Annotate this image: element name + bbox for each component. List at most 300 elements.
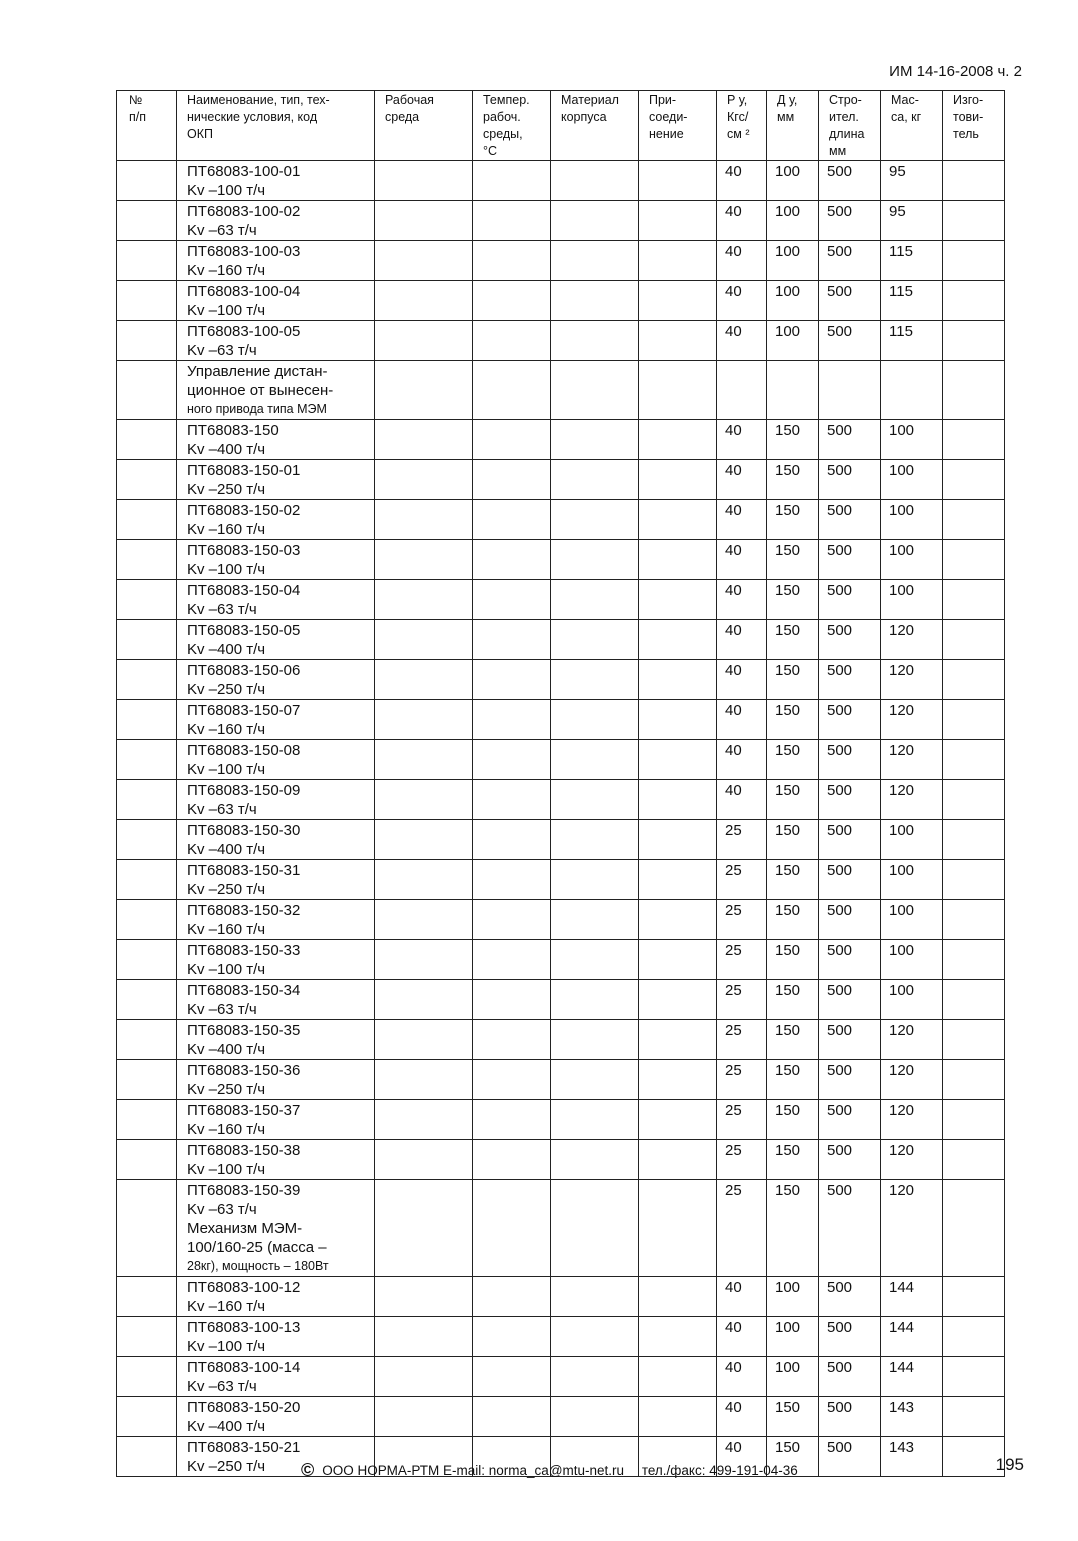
mass-cell: 100 bbox=[881, 820, 943, 860]
flow-coefficient: Kv –250 т/ч bbox=[187, 481, 266, 498]
temperature-cell bbox=[473, 500, 551, 540]
connection-cell bbox=[639, 1277, 717, 1317]
row-number-cell bbox=[117, 1437, 177, 1477]
body-material-cell bbox=[551, 1060, 639, 1100]
pressure-cell: 40 bbox=[717, 740, 767, 780]
mass-cell: 115 bbox=[881, 321, 943, 361]
body-material-cell bbox=[551, 860, 639, 900]
product-name-cell bbox=[177, 740, 375, 780]
pressure-cell: 25 bbox=[717, 1100, 767, 1140]
length-cell bbox=[819, 361, 881, 420]
connection-cell bbox=[639, 940, 717, 980]
medium-cell bbox=[375, 860, 473, 900]
product-name-cell bbox=[177, 980, 375, 1020]
length-cell: 500 bbox=[819, 1100, 881, 1140]
product-name: ПТ68083-150-39 bbox=[187, 1182, 301, 1199]
row-number-cell bbox=[117, 620, 177, 660]
temperature-cell bbox=[473, 1060, 551, 1100]
length-cell: 500 bbox=[819, 540, 881, 580]
medium-cell bbox=[375, 1100, 473, 1140]
mass-cell: 144 bbox=[881, 1277, 943, 1317]
product-name: ПТ68083-150-37 bbox=[187, 1102, 301, 1119]
length-cell: 500 bbox=[819, 161, 881, 201]
product-name: ПТ68083-150-33 bbox=[187, 942, 301, 959]
pressure-cell: 40 bbox=[717, 660, 767, 700]
product-name: ПТ68083-100-02 bbox=[187, 203, 301, 220]
connection-cell bbox=[639, 1140, 717, 1180]
product-name-cell bbox=[177, 900, 375, 940]
table-row bbox=[117, 660, 1005, 700]
manufacturer-cell bbox=[943, 820, 1005, 860]
table-body bbox=[117, 161, 1005, 1477]
mass-cell: 120 bbox=[881, 700, 943, 740]
product-name: ПТ68083-150-38 bbox=[187, 1142, 301, 1159]
manufacturer-cell bbox=[943, 201, 1005, 241]
medium-cell bbox=[375, 660, 473, 700]
mass-cell: 144 bbox=[881, 1357, 943, 1397]
mass-cell: 120 bbox=[881, 780, 943, 820]
medium-cell bbox=[375, 500, 473, 540]
manufacturer-cell bbox=[943, 540, 1005, 580]
flow-coefficient: Kv –63 т/ч bbox=[187, 801, 257, 818]
medium-cell bbox=[375, 1140, 473, 1180]
product-name: ПТ68083-100-03 bbox=[187, 243, 301, 260]
medium-cell bbox=[375, 1020, 473, 1060]
mass-cell: 100 bbox=[881, 420, 943, 460]
manufacturer-cell bbox=[943, 1397, 1005, 1437]
pressure-cell: 40 bbox=[717, 580, 767, 620]
mass-cell: 100 bbox=[881, 980, 943, 1020]
product-note: ного привода типа МЭМ bbox=[187, 402, 327, 416]
temperature-cell bbox=[473, 161, 551, 201]
temperature-cell bbox=[473, 1317, 551, 1357]
table-row bbox=[117, 820, 1005, 860]
product-name-cell bbox=[177, 201, 375, 241]
pressure-cell: 40 bbox=[717, 321, 767, 361]
flow-coefficient: Kv –400 т/ч bbox=[187, 841, 266, 858]
temperature-cell bbox=[473, 900, 551, 940]
mass-cell: 100 bbox=[881, 940, 943, 980]
pressure-cell: 25 bbox=[717, 860, 767, 900]
medium-cell bbox=[375, 620, 473, 660]
product-name-cell bbox=[177, 1140, 375, 1180]
product-name-cell bbox=[177, 860, 375, 900]
manufacturer-cell bbox=[943, 321, 1005, 361]
temperature-cell bbox=[473, 1140, 551, 1180]
row-number-cell bbox=[117, 1100, 177, 1140]
length-cell: 500 bbox=[819, 900, 881, 940]
product-name: ПТ68083-150-36 bbox=[187, 1062, 301, 1079]
pressure-cell: 40 bbox=[717, 241, 767, 281]
length-cell: 500 bbox=[819, 1317, 881, 1357]
product-name: Управление дистан- ционное от вынесен- bbox=[187, 363, 334, 399]
connection-cell bbox=[639, 1180, 717, 1277]
diameter-cell: 150 bbox=[767, 1020, 819, 1060]
body-material-cell bbox=[551, 460, 639, 500]
product-name-cell bbox=[177, 1397, 375, 1437]
mass-cell: 120 bbox=[881, 740, 943, 780]
row-number-cell bbox=[117, 241, 177, 281]
row-number-cell bbox=[117, 1020, 177, 1060]
temperature-cell bbox=[473, 780, 551, 820]
pressure-cell: 40 bbox=[717, 780, 767, 820]
body-material-cell bbox=[551, 620, 639, 660]
medium-cell bbox=[375, 740, 473, 780]
body-material-cell bbox=[551, 940, 639, 980]
diameter-cell: 100 bbox=[767, 321, 819, 361]
manufacturer-cell bbox=[943, 281, 1005, 321]
diameter-cell: 150 bbox=[767, 1060, 819, 1100]
pressure-cell: 40 bbox=[717, 201, 767, 241]
manufacturer-cell bbox=[943, 1100, 1005, 1140]
row-number-cell bbox=[117, 860, 177, 900]
product-name: ПТ68083-150-30 bbox=[187, 822, 301, 839]
flow-coefficient: Kv –160 т/ч bbox=[187, 1298, 266, 1315]
medium-cell bbox=[375, 1397, 473, 1437]
column-header: Стро- ител. длина мм bbox=[819, 91, 881, 161]
temperature-cell bbox=[473, 460, 551, 500]
connection-cell bbox=[639, 1397, 717, 1437]
product-name-cell bbox=[177, 420, 375, 460]
table-row bbox=[117, 980, 1005, 1020]
manufacturer-cell bbox=[943, 161, 1005, 201]
footer-email[interactable]: E-mail: norma_ca@mtu-net.ru bbox=[443, 1463, 625, 1478]
body-material-cell bbox=[551, 201, 639, 241]
product-name-cell bbox=[177, 361, 375, 420]
medium-cell bbox=[375, 1060, 473, 1100]
pressure-cell: 25 bbox=[717, 980, 767, 1020]
product-name-cell bbox=[177, 500, 375, 540]
product-name: ПТ68083-150-01 bbox=[187, 462, 301, 479]
row-number-cell bbox=[117, 460, 177, 500]
mass-cell: 143 bbox=[881, 1437, 943, 1477]
connection-cell bbox=[639, 860, 717, 900]
body-material-cell bbox=[551, 161, 639, 201]
flow-coefficient: Kv –250 т/ч bbox=[187, 1458, 266, 1475]
table-row bbox=[117, 780, 1005, 820]
length-cell: 500 bbox=[819, 700, 881, 740]
product-name: ПТ68083-150-21 bbox=[187, 1439, 301, 1456]
column-header: При- соеди- нение bbox=[639, 91, 717, 161]
product-name-cell bbox=[177, 1020, 375, 1060]
manufacturer-cell bbox=[943, 460, 1005, 500]
row-number-cell bbox=[117, 420, 177, 460]
mass-cell: 100 bbox=[881, 460, 943, 500]
row-number-cell bbox=[117, 900, 177, 940]
product-name-cell bbox=[177, 540, 375, 580]
body-material-cell bbox=[551, 420, 639, 460]
medium-cell bbox=[375, 460, 473, 500]
medium-cell bbox=[375, 540, 473, 580]
product-name: ПТ68083-100-05 bbox=[187, 323, 301, 340]
diameter-cell: 100 bbox=[767, 281, 819, 321]
manufacturer-cell bbox=[943, 1277, 1005, 1317]
row-number-cell bbox=[117, 940, 177, 980]
length-cell: 500 bbox=[819, 201, 881, 241]
body-material-cell bbox=[551, 580, 639, 620]
length-cell: 500 bbox=[819, 660, 881, 700]
table-row bbox=[117, 740, 1005, 780]
medium-cell bbox=[375, 241, 473, 281]
temperature-cell bbox=[473, 700, 551, 740]
table-row bbox=[117, 1277, 1005, 1317]
flow-coefficient: Kv –400 т/ч bbox=[187, 1418, 266, 1435]
manufacturer-cell bbox=[943, 1020, 1005, 1060]
row-number-cell bbox=[117, 820, 177, 860]
row-number-cell bbox=[117, 1180, 177, 1277]
pressure-cell: 40 bbox=[717, 1437, 767, 1477]
temperature-cell bbox=[473, 1277, 551, 1317]
length-cell: 500 bbox=[819, 281, 881, 321]
pressure-cell: 40 bbox=[717, 500, 767, 540]
flow-coefficient: Kv –160 т/ч bbox=[187, 262, 266, 279]
body-material-cell bbox=[551, 1020, 639, 1060]
column-header: Д у, мм bbox=[767, 91, 819, 161]
medium-cell bbox=[375, 201, 473, 241]
product-name: ПТ68083-100-13 bbox=[187, 1319, 301, 1336]
temperature-cell bbox=[473, 580, 551, 620]
body-material-cell bbox=[551, 980, 639, 1020]
row-number-cell bbox=[117, 1060, 177, 1100]
table-row bbox=[117, 281, 1005, 321]
product-name-cell bbox=[177, 820, 375, 860]
row-number-cell bbox=[117, 700, 177, 740]
mass-cell: 100 bbox=[881, 540, 943, 580]
diameter-cell: 150 bbox=[767, 660, 819, 700]
pressure-cell: 25 bbox=[717, 900, 767, 940]
mass-cell: 120 bbox=[881, 620, 943, 660]
temperature-cell bbox=[473, 420, 551, 460]
table-row bbox=[117, 620, 1005, 660]
mass-cell: 115 bbox=[881, 281, 943, 321]
table-row bbox=[117, 1357, 1005, 1397]
body-material-cell bbox=[551, 700, 639, 740]
mass-cell: 95 bbox=[881, 201, 943, 241]
diameter-cell: 150 bbox=[767, 900, 819, 940]
product-name: ПТ68083-150-34 bbox=[187, 982, 301, 999]
medium-cell bbox=[375, 700, 473, 740]
product-name-cell bbox=[177, 460, 375, 500]
pressure-cell: 25 bbox=[717, 1140, 767, 1180]
connection-cell bbox=[639, 500, 717, 540]
medium-cell bbox=[375, 1357, 473, 1397]
product-name: ПТ68083-150-20 bbox=[187, 1399, 301, 1416]
product-name-cell bbox=[177, 700, 375, 740]
diameter-cell: 100 bbox=[767, 241, 819, 281]
connection-cell bbox=[639, 780, 717, 820]
table-row bbox=[117, 161, 1005, 201]
pressure-cell: 40 bbox=[717, 620, 767, 660]
diameter-cell bbox=[767, 361, 819, 420]
table-row bbox=[117, 420, 1005, 460]
pressure-cell: 40 bbox=[717, 1277, 767, 1317]
product-name: ПТ68083-100-14 bbox=[187, 1359, 301, 1376]
table-row bbox=[117, 460, 1005, 500]
diameter-cell: 100 bbox=[767, 1317, 819, 1357]
table-row bbox=[117, 241, 1005, 281]
flow-coefficient: Kv –100 т/ч bbox=[187, 182, 266, 199]
body-material-cell bbox=[551, 361, 639, 420]
flow-coefficient: Kv –100 т/ч bbox=[187, 1161, 266, 1178]
body-material-cell bbox=[551, 241, 639, 281]
mass-cell: 95 bbox=[881, 161, 943, 201]
temperature-cell bbox=[473, 660, 551, 700]
manufacturer-cell bbox=[943, 780, 1005, 820]
medium-cell bbox=[375, 361, 473, 420]
length-cell: 500 bbox=[819, 1437, 881, 1477]
table-row bbox=[117, 580, 1005, 620]
manufacturer-cell bbox=[943, 241, 1005, 281]
manufacturer-cell bbox=[943, 860, 1005, 900]
product-name-cell bbox=[177, 580, 375, 620]
manufacturer-cell bbox=[943, 660, 1005, 700]
diameter-cell: 100 bbox=[767, 1357, 819, 1397]
flow-coefficient: Kv –100 т/ч bbox=[187, 761, 266, 778]
temperature-cell bbox=[473, 361, 551, 420]
diameter-cell: 100 bbox=[767, 161, 819, 201]
row-number-cell bbox=[117, 361, 177, 420]
product-name-cell bbox=[177, 660, 375, 700]
body-material-cell bbox=[551, 1140, 639, 1180]
table-row bbox=[117, 540, 1005, 580]
length-cell: 500 bbox=[819, 1140, 881, 1180]
table-row bbox=[117, 700, 1005, 740]
mass-cell: 100 bbox=[881, 500, 943, 540]
product-name: ПТ68083-150-07 bbox=[187, 702, 301, 719]
flow-coefficient: Kv –63 т/ч bbox=[187, 342, 257, 359]
product-name: ПТ68083-100-01 bbox=[187, 163, 301, 180]
medium-cell bbox=[375, 580, 473, 620]
flow-coefficient: Kv –400 т/ч bbox=[187, 441, 266, 458]
column-header: Темпер. рабоч. среды, °С bbox=[473, 91, 551, 161]
connection-cell bbox=[639, 1317, 717, 1357]
product-name: ПТ68083-150 bbox=[187, 422, 279, 439]
temperature-cell bbox=[473, 1020, 551, 1060]
row-number-cell bbox=[117, 740, 177, 780]
length-cell: 500 bbox=[819, 241, 881, 281]
column-header: Изго- тови- тель bbox=[943, 91, 1005, 161]
product-name-cell bbox=[177, 780, 375, 820]
length-cell: 500 bbox=[819, 1180, 881, 1277]
medium-cell bbox=[375, 1317, 473, 1357]
connection-cell bbox=[639, 201, 717, 241]
flow-coefficient: Kv –400 т/ч bbox=[187, 641, 266, 658]
pressure-cell: 40 bbox=[717, 281, 767, 321]
row-number-cell bbox=[117, 980, 177, 1020]
table-row bbox=[117, 1100, 1005, 1140]
product-name-cell bbox=[177, 321, 375, 361]
flow-coefficient: Kv –160 т/ч bbox=[187, 1121, 266, 1138]
connection-cell bbox=[639, 660, 717, 700]
product-name-cell bbox=[177, 940, 375, 980]
body-material-cell bbox=[551, 540, 639, 580]
manufacturer-cell bbox=[943, 700, 1005, 740]
flow-coefficient: Kv –100 т/ч bbox=[187, 561, 266, 578]
manufacturer-cell bbox=[943, 361, 1005, 420]
temperature-cell bbox=[473, 1180, 551, 1277]
flow-coefficient: Kv –250 т/ч bbox=[187, 681, 266, 698]
page-number: 195 bbox=[995, 1455, 1024, 1474]
pressure-cell: 25 bbox=[717, 1020, 767, 1060]
length-cell: 500 bbox=[819, 620, 881, 660]
manufacturer-cell bbox=[943, 900, 1005, 940]
diameter-cell: 150 bbox=[767, 540, 819, 580]
row-number-cell bbox=[117, 660, 177, 700]
length-cell: 500 bbox=[819, 980, 881, 1020]
connection-cell bbox=[639, 580, 717, 620]
body-material-cell bbox=[551, 321, 639, 361]
flow-coefficient: Kv –160 т/ч bbox=[187, 521, 266, 538]
medium-cell bbox=[375, 420, 473, 460]
pressure-cell: 25 bbox=[717, 1060, 767, 1100]
length-cell: 500 bbox=[819, 420, 881, 460]
flow-coefficient: Kv –63 т/ч bbox=[187, 1001, 257, 1018]
column-header: Р у, Кгс/ см ² bbox=[717, 91, 767, 161]
table-row bbox=[117, 900, 1005, 940]
page-footer bbox=[301, 1460, 798, 1481]
manufacturer-cell bbox=[943, 740, 1005, 780]
diameter-cell: 150 bbox=[767, 620, 819, 660]
manufacturer-cell bbox=[943, 500, 1005, 540]
column-header: Наименование, тип, тех- нические условия, код ОКП bbox=[177, 91, 375, 161]
flow-coefficient: Kv –63 т/ч Механизм МЭМ- 100/160-25 (масса – bbox=[187, 1201, 327, 1256]
medium-cell bbox=[375, 980, 473, 1020]
product-name-cell bbox=[177, 1277, 375, 1317]
table-row bbox=[117, 1060, 1005, 1100]
connection-cell bbox=[639, 460, 717, 500]
flow-coefficient: Kv –400 т/ч bbox=[187, 1041, 266, 1058]
table-row bbox=[117, 1317, 1005, 1357]
diameter-cell: 150 bbox=[767, 860, 819, 900]
product-name: ПТ68083-150-32 bbox=[187, 902, 301, 919]
table-row bbox=[117, 500, 1005, 540]
product-name-cell bbox=[177, 1060, 375, 1100]
flow-coefficient: Kv –100 т/ч bbox=[187, 302, 266, 319]
flow-coefficient: Kv –63 т/ч bbox=[187, 1378, 257, 1395]
company-name: ООО НОРМА-РТМ bbox=[322, 1463, 440, 1478]
table-header bbox=[117, 91, 1005, 161]
table-row bbox=[117, 940, 1005, 980]
product-name-cell bbox=[177, 620, 375, 660]
length-cell: 500 bbox=[819, 820, 881, 860]
body-material-cell bbox=[551, 740, 639, 780]
diameter-cell: 150 bbox=[767, 1437, 819, 1477]
pressure-cell bbox=[717, 361, 767, 420]
manufacturer-cell bbox=[943, 1060, 1005, 1100]
product-note: 28кг), мощность – 180Вт bbox=[187, 1259, 329, 1273]
manufacturer-cell bbox=[943, 1357, 1005, 1397]
product-name: ПТ68083-100-04 bbox=[187, 283, 301, 300]
product-name-cell bbox=[177, 1357, 375, 1397]
diameter-cell: 150 bbox=[767, 780, 819, 820]
flow-coefficient: Kv –100 т/ч bbox=[187, 961, 266, 978]
temperature-cell bbox=[473, 860, 551, 900]
copyright-icon: © bbox=[301, 1460, 315, 1480]
medium-cell bbox=[375, 1277, 473, 1317]
body-material-cell bbox=[551, 500, 639, 540]
mass-cell: 120 bbox=[881, 1180, 943, 1277]
pressure-cell: 25 bbox=[717, 1180, 767, 1277]
diameter-cell: 150 bbox=[767, 1140, 819, 1180]
diameter-cell: 150 bbox=[767, 1180, 819, 1277]
pressure-cell: 40 bbox=[717, 1397, 767, 1437]
body-material-cell bbox=[551, 780, 639, 820]
temperature-cell bbox=[473, 940, 551, 980]
table-row bbox=[117, 1397, 1005, 1437]
body-material-cell bbox=[551, 900, 639, 940]
diameter-cell: 150 bbox=[767, 740, 819, 780]
mass-cell: 143 bbox=[881, 1397, 943, 1437]
